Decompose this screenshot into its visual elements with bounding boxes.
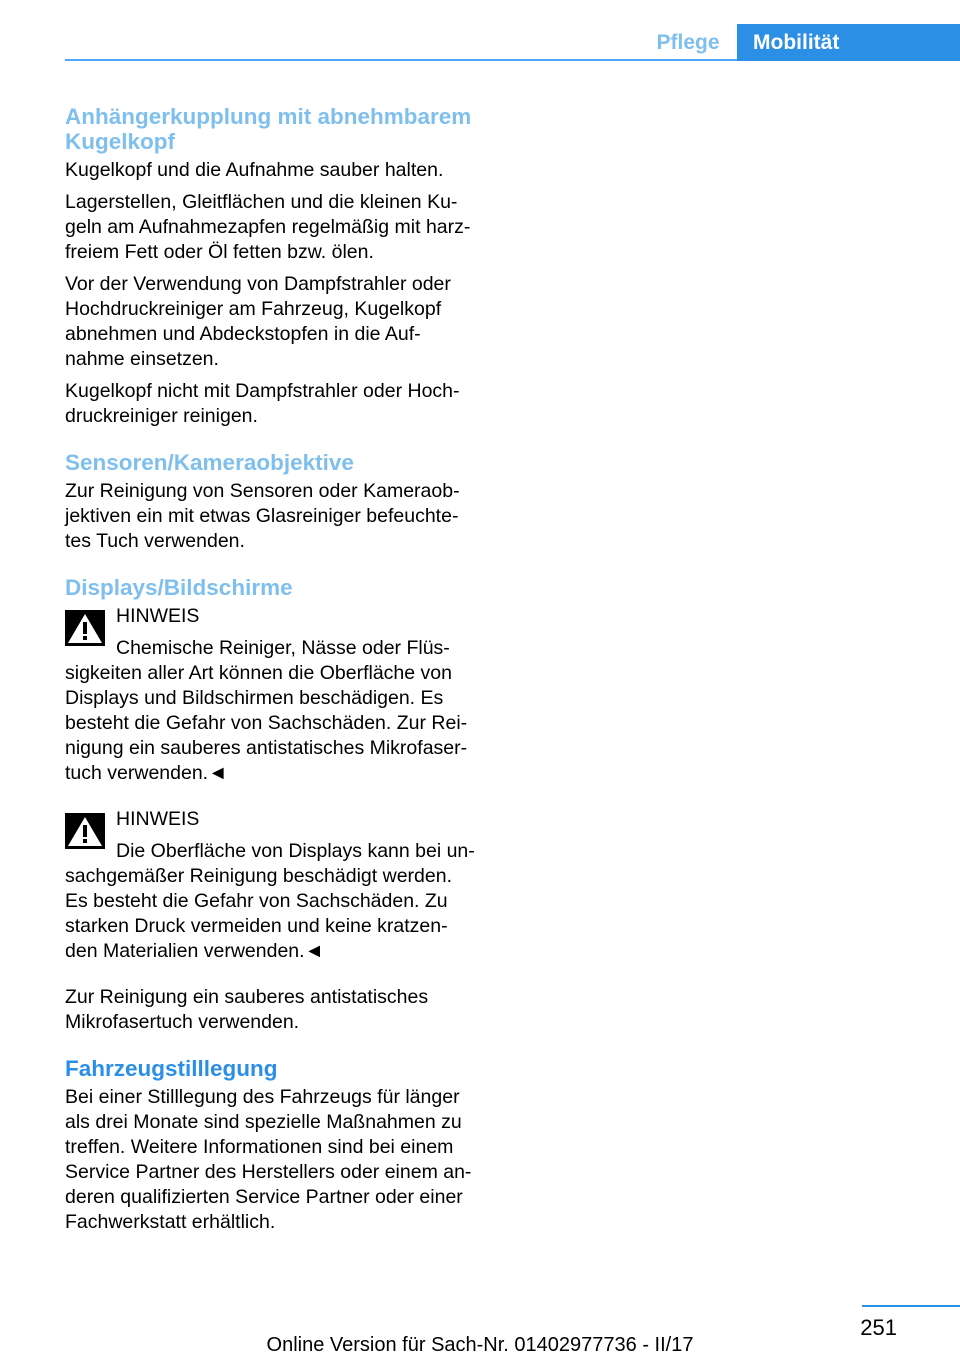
header-chapter-tab[interactable]: Mobilität	[737, 24, 960, 61]
paragraph: Kugelkopf nicht mit Dampfstrahler oder Hoch- druckreiniger reinigen.	[65, 380, 460, 427]
warning-triangle-icon	[65, 813, 105, 849]
header-rule	[65, 59, 737, 61]
paragraph: Zur Reinigung von Sensoren oder Kameraob- jektiven ein mit etwas Glasreiniger befeuchte- tes Tuch verwenden.	[65, 480, 460, 552]
notice-body: Chemische Reiniger, Nässe oder Flüs- sigkeiten aller Art können die Oberfläche von Displays und Bildschirmen beschädigen. Es besteht die Gefahr von Sachschäden. Zur Rei- nigung ein sauberes antistatisches Mikrofaser- tuch verwenden.◄	[65, 637, 468, 784]
warning-notice-1	[65, 604, 485, 786]
notice-body: Die Oberfläche von Displays kann bei un- sachgemäßer Reinigung beschädigt werden. Es besteht die Gefahr von Sachschäden. Zu starken Druck vermeiden und keine kratzen- den Materialien verwenden.◄	[65, 840, 475, 962]
header-section-tab[interactable]: Pflege	[656, 30, 720, 54]
heading-sensoren: Sensoren/Kameraobjektive	[65, 450, 354, 475]
heading-fahrzeugstilllegung: Fahrzeugstilllegung	[65, 1056, 278, 1081]
warning-triangle-icon	[65, 610, 105, 646]
paragraph: Kugelkopf und die Aufnahme sauber halten.	[65, 159, 444, 181]
warning-notice-2	[65, 807, 485, 964]
notice-title: HINWEIS	[116, 808, 200, 830]
paragraph: Zur Reinigung ein sauberes antistatisches Mikrofasertuch verwenden.	[65, 986, 429, 1033]
page-number: 251	[860, 1315, 897, 1340]
notice-title: HINWEIS	[116, 605, 200, 627]
paragraph: Lagerstellen, Gleitflächen und die kleinen Ku- geln am Aufnahmezapfen regelmäßig mit harz- freiem Fett oder Öl fetten bzw. ölen.	[65, 191, 471, 263]
page-content	[65, 104, 485, 1235]
heading-displays: Displays/Bildschirme	[65, 575, 293, 600]
heading-anhaengerkupplung: Anhängerkupplung mit abnehmbarem Kugelkopf	[65, 104, 472, 154]
paragraph: Bei einer Stilllegung des Fahrzeugs für länger als drei Monate sind spezielle Maßnahmen zu treffen. Weitere Informationen sind bei einem Service Partner des Herstellers oder einem an- deren qualifizierten Service Partner oder einer Fachwerkstatt erhältlich.	[65, 1086, 472, 1233]
footer-rule	[862, 1305, 960, 1307]
footer-online-version: Online Version für Sach-Nr. 01402977736 - II/17	[266, 1334, 694, 1356]
paragraph: Vor der Verwendung von Dampfstrahler oder Hochdruckreiniger am Fahrzeug, Kugelkopf abnehmen und Abdeckstopfen in die Auf- nahme einsetzen.	[65, 273, 451, 370]
